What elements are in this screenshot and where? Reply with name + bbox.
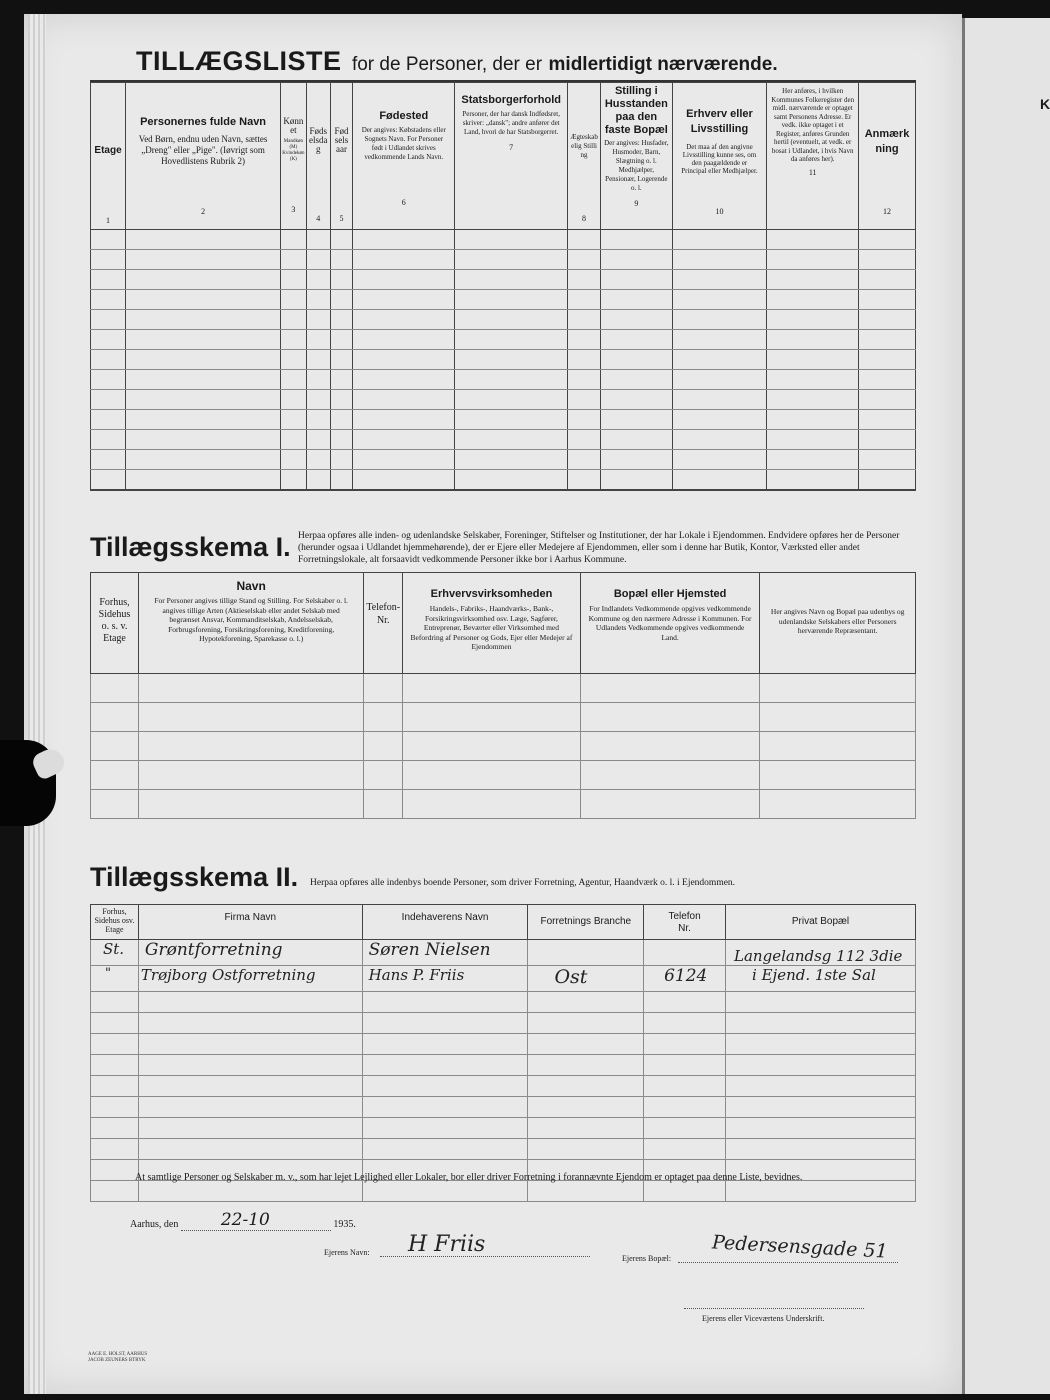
table-row[interactable] — [91, 430, 916, 450]
table-header-row — [91, 83, 916, 230]
col-repraesentant: Her angives Navn og Bopæl paa udenbys og udenlandske Selskabers eller Personers herværende Repræsentant. — [760, 573, 916, 674]
title-main: TILLÆGSLISTE — [136, 46, 342, 76]
table-row[interactable] — [91, 1097, 916, 1118]
tillaegsliste-table — [90, 82, 916, 491]
schema1-title: Tillægsskema I. — [90, 532, 291, 562]
table-row[interactable] — [91, 390, 916, 410]
table-row[interactable] — [91, 1118, 916, 1139]
col-erhverv: Erhverv eller Livsstilling Det maa af den angivne Livsstilling kunne ses, om den paagældende er Principal eller Medhjælper. 10 — [672, 83, 767, 230]
firma-cell[interactable]: Trøjborg Ostforretning — [138, 966, 362, 992]
owner-address-field[interactable]: Pedersensgade 51 — [711, 1231, 889, 1263]
col-foedselsaar: Fødselsaar 5 — [330, 83, 352, 230]
owner-name-label: Ejerens Navn: — [324, 1248, 370, 1257]
table-row[interactable] — [91, 1013, 916, 1034]
col-bopael: Bopæl eller Hjemsted For Indlandets Vedkommende opgives vedkommende Kommune og den nærmere Adresse i Kommunen. For Udlandets Vedkommende opgives vedkommende Land. — [580, 573, 760, 674]
col-foedselsdag: Fødselsdag 4 — [306, 83, 330, 230]
table-row[interactable] — [91, 940, 916, 966]
branche-cell[interactable]: Ost — [528, 966, 644, 992]
col-telefon: Telefon Nr. — [644, 905, 726, 940]
title-emph: midlertidigt nærværende. — [548, 54, 778, 75]
printer-imprint: AAGE E. HOLST, AARHUS JACOB ZEUNERS BTRYK — [88, 1352, 148, 1363]
table-row[interactable] — [91, 1034, 916, 1055]
signature-label: Ejerens eller Viceværtens Underskrift. — [702, 1314, 825, 1323]
bopael-cell[interactable]: i Ejend. 1ste Sal — [726, 966, 916, 992]
date-line — [130, 1212, 356, 1233]
table-row[interactable] — [91, 470, 916, 491]
col-branche: Forretnings Branche — [528, 905, 644, 940]
etage-cell[interactable]: St. — [91, 940, 139, 966]
table-row[interactable] — [91, 270, 916, 290]
table-row[interactable] — [91, 732, 916, 761]
table-row[interactable] — [91, 674, 916, 703]
table-row[interactable] — [91, 330, 916, 350]
table-row[interactable] — [91, 250, 916, 270]
col-anmaerkning: Anmærkning 12 — [859, 83, 916, 230]
den-label: den — [163, 1219, 179, 1230]
schema2-description: Herpaa opføres alle indenbys boende Personer, som driver Forretning, Agentur, Haandværk o. l. i Ejendommen. — [310, 878, 736, 888]
table-row[interactable] — [91, 410, 916, 430]
col-etage: Etage 1 — [91, 83, 126, 230]
title-sub: for de Personer, der er — [351, 54, 543, 75]
facing-page-letter: K — [1040, 96, 1050, 112]
col-adresse: Her anføres, i hvilken Kommunes Folkeregister den midl. nærværende er optaget samt Personens Adresse. Er vedk. ikke optaget i et Register, anføres Grunden hertil (eventuelt, at vedk. er bosat i Udlandet, i hvis Navn da anføres her). 11 — [767, 83, 859, 230]
table-row[interactable] — [91, 290, 916, 310]
col-bopael: Privat Bopæl — [726, 905, 916, 940]
table-row[interactable] — [91, 761, 916, 790]
col-etage: Forhus, Sidehus o. s. v. Etage — [91, 573, 139, 674]
schema1-description: Herpaa opføres alle inden- og udenlandske Selskaber, Foreninger, Stiftelser og Institutioner, der har Lokale i Ejendommen. Endvidere opføres her de Personer (herunder ogsaa i Udlandet hjemmehørende), der er Ejere eller Medejere af Ejendommen, eller som i denne har Butik, Kontor, Værksted eller andet Forretningslokale, alt forsaavidt vedkommende Personer ikke bor i Aarhus Kommune. — [298, 531, 900, 565]
facing-page — [962, 18, 1050, 1394]
table-row[interactable] — [91, 790, 916, 819]
table-row[interactable] — [91, 310, 916, 330]
table-header-row — [91, 905, 916, 940]
certification-text: At samtlige Personer og Selskaber m. v., som har lejet Lejlighed eller Lokaler, bor eller driver Forretning i forannævnte Ejendom er optaget paa denne Liste, bevidnes. — [135, 1172, 803, 1183]
col-statsborgerforhold: Statsborgerforhold Personer, der har dansk Indfødsret, skriver: „dansk"; andre anfører det Land, hvori de har Statsborgerret. 7 — [455, 83, 568, 230]
schema2-table — [90, 904, 916, 1202]
col-stilling: Stilling i Husstanden paa den faste Bopæl Der angives: Husfader, Husmoder, Barn, Slægtning o. l. Medhjælper, Pensionær, Logerende o. l. 9 — [601, 83, 673, 230]
table-row[interactable] — [91, 350, 916, 370]
year-label: 1935. — [333, 1219, 356, 1230]
table-row[interactable] — [91, 450, 916, 470]
firma-cell[interactable]: Grøntforretning — [138, 940, 362, 966]
table-row[interactable] — [91, 992, 916, 1013]
etage-cell[interactable]: " — [91, 966, 139, 992]
col-indehaver: Indehaverens Navn — [362, 905, 528, 940]
col-aegteskab: Ægteskabelig Stilling 8 — [567, 83, 600, 230]
col-etage: Forhus, Sidehus osv. Etage — [91, 905, 139, 940]
owner-address-label: Ejerens Bopæl: — [622, 1254, 672, 1263]
col-erhvervsvirksomhed: Erhvervsvirksomheden Handels-, Fabriks-, Haandværks-, Bank-, Forsikringsvirksomhed osv. Læge, Sagfører, Entreprenør, Beværter eller Virksomhed med Befordring af Personer og Gods, Ejer eller Medejer af Ejendommen — [403, 573, 581, 674]
schema1-table — [90, 572, 916, 819]
bopael-cell[interactable]: Langelandsg 112 3die — [726, 940, 916, 966]
table-row[interactable] — [91, 966, 916, 992]
indehaver-cell[interactable]: Hans P. Friis — [362, 966, 528, 992]
date-field[interactable]: 22-10 — [181, 1210, 331, 1231]
table-row[interactable] — [91, 370, 916, 390]
col-navn: Navn For Personer angives tillige Stand og Stilling. For Selskaber o. l. angives tillige Arten (Aktieselskab eller andet Selskab med begrænset Ansvar, Kommanditselskab, Andelsselskab, Forbrugsforening, Forsikringsforening, Kreditforening, Hypotekforening, Sparekasse o. l.) — [138, 573, 363, 674]
page-title — [136, 46, 778, 77]
table-header-row — [91, 573, 916, 674]
owner-name-field[interactable]: H Friis — [408, 1232, 486, 1257]
col-navn: Personernes fulde Navn Ved Børn, endnu uden Navn, sættes „Dreng" eller „Pige". (Iøvrigt som Hovedlistens Rubrik 2) 2 — [126, 83, 281, 230]
owner-address-line — [678, 1262, 898, 1263]
table-row[interactable] — [91, 1139, 916, 1160]
telefon-cell[interactable]: 6124 — [644, 966, 726, 992]
col-telefon: Telefon-Nr. — [364, 573, 403, 674]
table-row[interactable] — [91, 1076, 916, 1097]
indehaver-cell[interactable]: Søren Nielsen — [362, 940, 528, 966]
telefon-cell[interactable] — [644, 940, 726, 966]
branche-cell[interactable] — [528, 940, 644, 966]
city-label: Aarhus, — [130, 1219, 162, 1230]
table-row[interactable] — [91, 1181, 916, 1202]
table-row[interactable] — [91, 230, 916, 250]
page-edges — [28, 14, 46, 1394]
table-row[interactable] — [91, 703, 916, 732]
col-foedested: Fødested Der angives: Købstadens eller Sognets Navn. For Personer født i Udlandet skrives vedkommende Lands Navn. 6 — [353, 83, 455, 230]
signature-line[interactable] — [684, 1308, 864, 1309]
col-firma: Firma Navn — [138, 905, 362, 940]
col-koen: Kønnet Mandkøn (M) Kvindekøn (K) 3 — [281, 83, 307, 230]
table-row[interactable] — [91, 1055, 916, 1076]
schema2-title: Tillægsskema II. — [90, 862, 299, 892]
